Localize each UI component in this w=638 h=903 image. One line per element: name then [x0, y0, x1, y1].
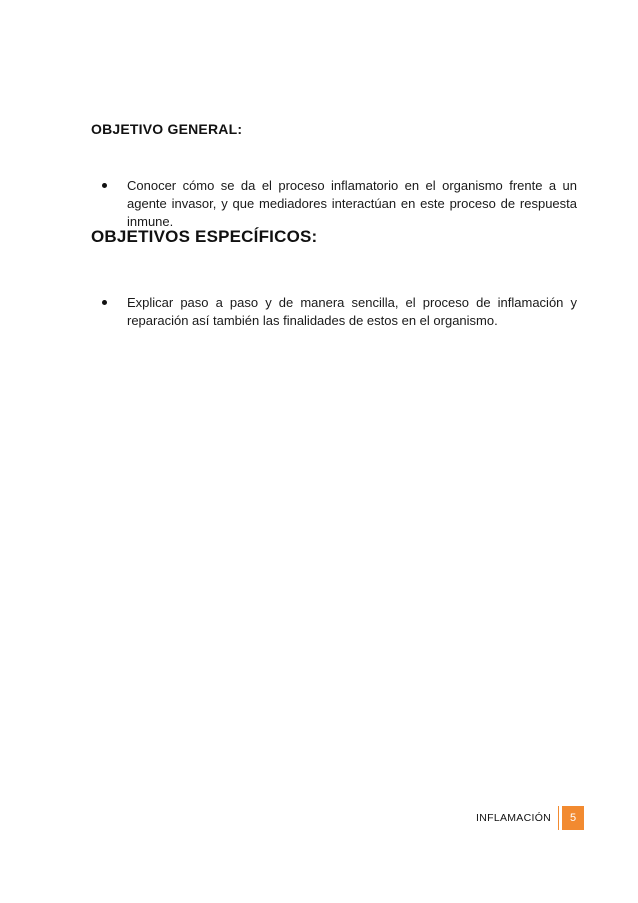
footer-title: INFLAMACIÓN — [476, 806, 559, 830]
bullet-icon — [102, 183, 107, 188]
bullet-icon — [102, 300, 107, 305]
list-item-text: Explicar paso a paso y de manera sencilla, el proceso de inflamación y reparación así también las finalidades de estos en el organismo. — [127, 295, 577, 328]
section-heading-objetivo-general: OBJETIVO GENERAL: — [91, 121, 243, 137]
bullet-list-objetivo-general — [91, 177, 577, 231]
page-number-badge: 5 — [562, 806, 584, 830]
list-item — [91, 177, 577, 231]
section-heading-objetivos-especificos: OBJETIVOS ESPECÍFICOS: — [91, 227, 318, 246]
page-footer — [476, 806, 584, 830]
list-item — [91, 294, 577, 330]
bullet-list-objetivos-especificos — [91, 294, 577, 330]
list-item-text: Conocer cómo se da el proceso inflamatorio en el organismo frente a un agente invasor, y que mediadores interactúan en este proceso de respuesta inmune. — [127, 178, 577, 229]
